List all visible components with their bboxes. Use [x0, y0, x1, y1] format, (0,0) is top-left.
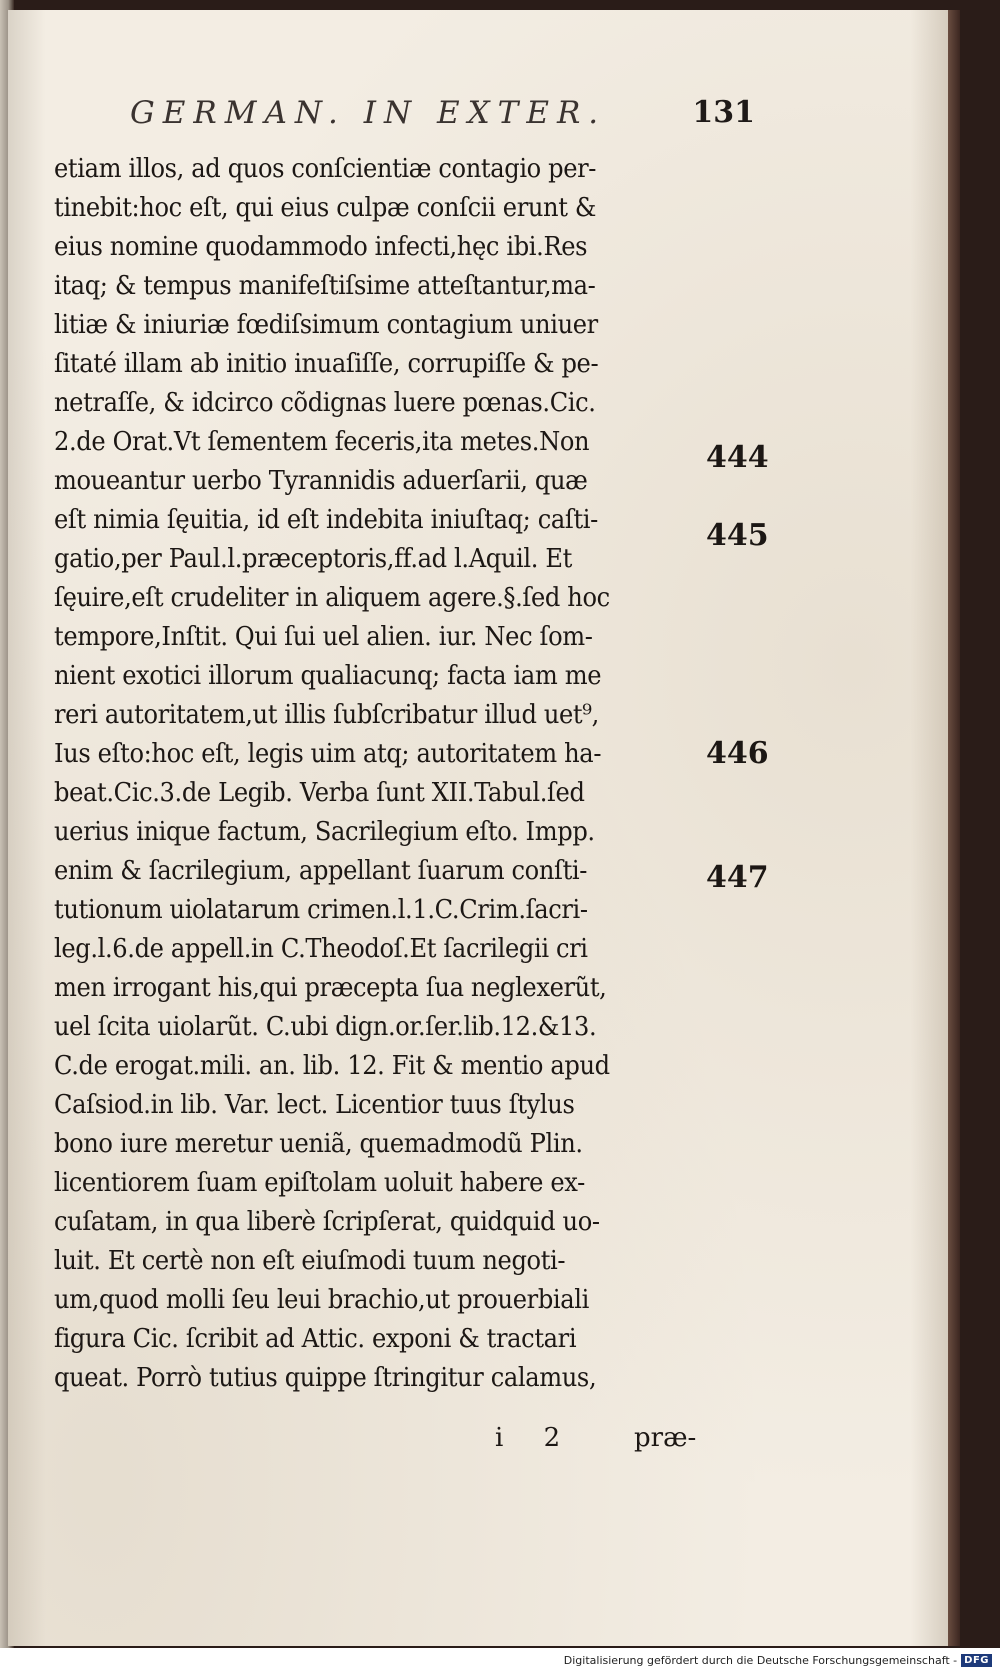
dfg-logo: DFG — [961, 1654, 992, 1667]
text-line: tempore,Inſtit. Qui ſui uel alien. iur. Nec ſom- — [54, 622, 593, 652]
running-title: GERMAN. IN EXTER. — [130, 95, 607, 131]
text-line: cuſatam, in qua liberè ſcripſerat, quidquid uo- — [54, 1207, 600, 1237]
text-line: men irrogant his,qui præcepta ſua neglexerũt, — [54, 973, 607, 1003]
credit-text: Digitalisierung gefördert durch die Deutsche Forschungsgemeinschaft - — [563, 1653, 958, 1667]
text-line: figura Cic. ſcribit ad Attic. exponi & tractari — [54, 1324, 577, 1354]
text-line: tinebit:hoc eſt, qui eius culpæ conſcii erunt & — [54, 193, 596, 223]
text-line: queat. Porrò tutius quippe ſtringitur calamus, — [54, 1363, 597, 1393]
text-line: litiæ & iniuriæ fœdiſsimum contagium uniuer — [54, 310, 598, 340]
text-line: Caſsiod.in lib. Var. lect. Licentior tuus ſtylus — [54, 1090, 575, 1120]
text-line: beat.Cic.3.de Legib. Verba ſunt XII.Tabul.ſed — [54, 778, 585, 808]
text-line: Ius eſto:hoc eſt, legis uim atq; autoritatem ha- — [54, 739, 602, 769]
main-text-block — [54, 150, 754, 1398]
text-line: bono iure meretur ueniã, quemadmodũ Plin. — [54, 1129, 583, 1159]
text-line: 2.de Orat.Vt ſementem feceris,ita metes.Non — [54, 427, 590, 457]
text-line: licentiorem ſuam epiſtolam uoluit habere ex- — [54, 1168, 585, 1198]
text-line: leg.l.6.de appell.in C.Theodoſ.Et ſacrilegii cri — [54, 934, 588, 964]
text-line: eſt nimia ſęuitia, id eſt indebita iniuſtaq; caſti- — [54, 505, 598, 535]
signature-mark: i 2 — [495, 1423, 577, 1453]
digitization-credit — [564, 1652, 992, 1668]
text-line: reri autoritatem,ut illis ſubſcribatur illud uet⁹, — [54, 700, 599, 730]
text-line: etiam illos, ad quos conſcientiæ contagio per- — [54, 154, 597, 184]
margin-note: 445 — [706, 518, 769, 553]
text-line: enim & ſacrilegium, appellant ſuarum conſti- — [54, 856, 588, 886]
text-line: moueantur uerbo Tyrannidis aduerſarii, quæ — [54, 466, 588, 496]
text-line: tutionum uiolatarum crimen.l.1.C.Crim.ſacri- — [54, 895, 588, 925]
text-line: itaq; & tempus manifeſtiſsime atteſtantur,ma- — [54, 271, 596, 301]
text-line: um,quod molli ſeu leui brachio,ut prouerbiali — [54, 1285, 589, 1315]
text-line: ſitaté illam ab initio inuaſiſſe, corrupiſſe & pe- — [54, 349, 599, 379]
catchword: præ- — [634, 1423, 697, 1453]
text-line: uel ſcita uiolarũt. C.ubi dign.or.ſer.lib.12.&13. — [54, 1012, 597, 1042]
text-line: C.de erogat.mili. an. lib. 12. Fit & mentio apud — [54, 1051, 610, 1081]
text-line: uerius inique factum, Sacrilegium eſto. Impp. — [54, 817, 595, 847]
folio-number: 131 — [692, 95, 755, 130]
margin-note: 444 — [706, 440, 769, 475]
margin-note: 446 — [706, 736, 769, 771]
text-line: gatio,per Paul.l.præceptoris,ff.ad l.Aquil. Et — [54, 544, 572, 574]
text-line: eius nomine quodammodo infecti,hęc ibi.Res — [54, 232, 588, 262]
running-header — [130, 95, 755, 141]
text-line: netraſſe, & idcirco cõdignas luere pœnas.Cic. — [54, 388, 596, 418]
margin-note: 447 — [706, 860, 769, 895]
text-line: luit. Et certè non eſt eiuſmodi tuum negoti- — [54, 1246, 566, 1276]
text-line: ſęuire,eſt crudeliter in aliquem agere.§.ſed hoc — [54, 583, 610, 613]
page-edge-right — [948, 10, 960, 1646]
text-line: nient exotici illorum qualiacunq; facta iam me — [54, 661, 602, 691]
